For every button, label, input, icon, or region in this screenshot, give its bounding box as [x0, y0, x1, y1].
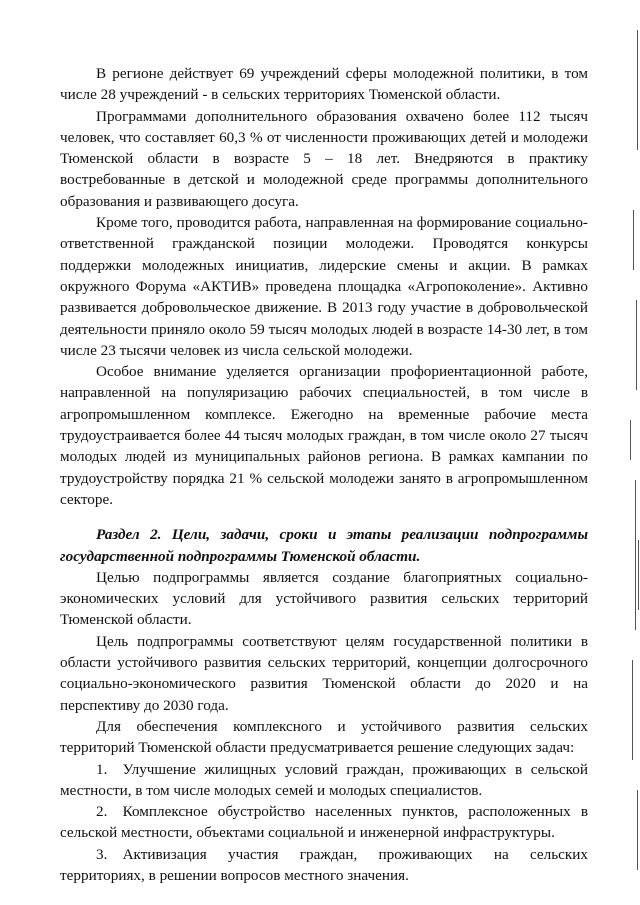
paragraph-goal-alignment: Цель подпрограммы соответствуют целям государственной политики в области устойчивого развития сельских территорий, концепции долгосрочного социально-экономического развития Тюменской области до 2020 и на перспективу до 2030 года. [60, 632, 588, 714]
paragraph-career-guidance: Особое внимание уделяется организации профориентационной работе, направленной на популяризацию рабочих специальностей, в том числе в агропромышленном комплексе. Ежегодно на временные рабочие места трудоустраивается более 44 тысяч молодых граждан, в том числе около 27 тысяч молодых людей из муниципальных районов региона. В рамках кампании по трудоустройству порядка 21 % сельской молодежи занято в агропромышленном секторе. [60, 363, 588, 508]
list-item-task-3: 3. Активизация участия граждан, проживающих на сельских территориях, в решении вопросов местного значения. [60, 845, 588, 884]
scan-edge-artifact [620, 0, 640, 905]
document-body [60, 63, 588, 886]
paragraph-goal: Целью подпрограммы является создание благоприятных социально-экономических условий для устойчивого развития сельских территорий Тюменской области. [60, 568, 588, 629]
paragraph-youth-institutions: В регионе действует 69 учреждений сферы молодежной политики, в том числе 28 учреждений - в сельских территориях Тюменской области. [60, 65, 588, 104]
paragraph-civic-position: Кроме того, проводится работа, направленная на формирование социально-ответственной гражданской позиции молодежи. Проводятся конкурсы поддержки молодежных инициатив, лидерские смены и акции. В рамках окружного Форума «АКТИВ» проведена площадка «Агропоколение». Активно развивается добровольческое движение. В 2013 году участие в добровольческой деятельности приняло около 59 тысяч молодых людей в возрасте 14-30 лет, в том числе 23 тысячи человек из числа сельской молодежи. [60, 214, 588, 359]
section-heading: Раздел 2. Цели, задачи, сроки и этапы реализации подпрограммы государственной подпрограммы Тюменской области. [60, 526, 588, 565]
paragraph-additional-education: Программами дополнительного образования охвачено более 112 тысяч человек, что составляет 60,3 % от численности проживающих детей и молодежи Тюменской области в возрасте 5 – 18 лет. Внедряются в практику востребованные в детской и молодежной среде программы дополнительного образования и развивающего досуга. [60, 107, 588, 210]
list-item-task-1: 1. Улучшение жилищных условий граждан, проживающих в сельской местности, в том числе молодых семей и молодых специалистов. [60, 760, 588, 799]
paragraph-tasks-intro: Для обеспечения комплексного и устойчивого развития сельских территорий Тюменской области предусматривается решение следующих задач: [60, 717, 588, 757]
list-item-task-2: 2. Комплексное обустройство населенных пунктов, расположенных в сельской местности, объектами социальной и инженерной инфраструктуры. [60, 803, 588, 842]
